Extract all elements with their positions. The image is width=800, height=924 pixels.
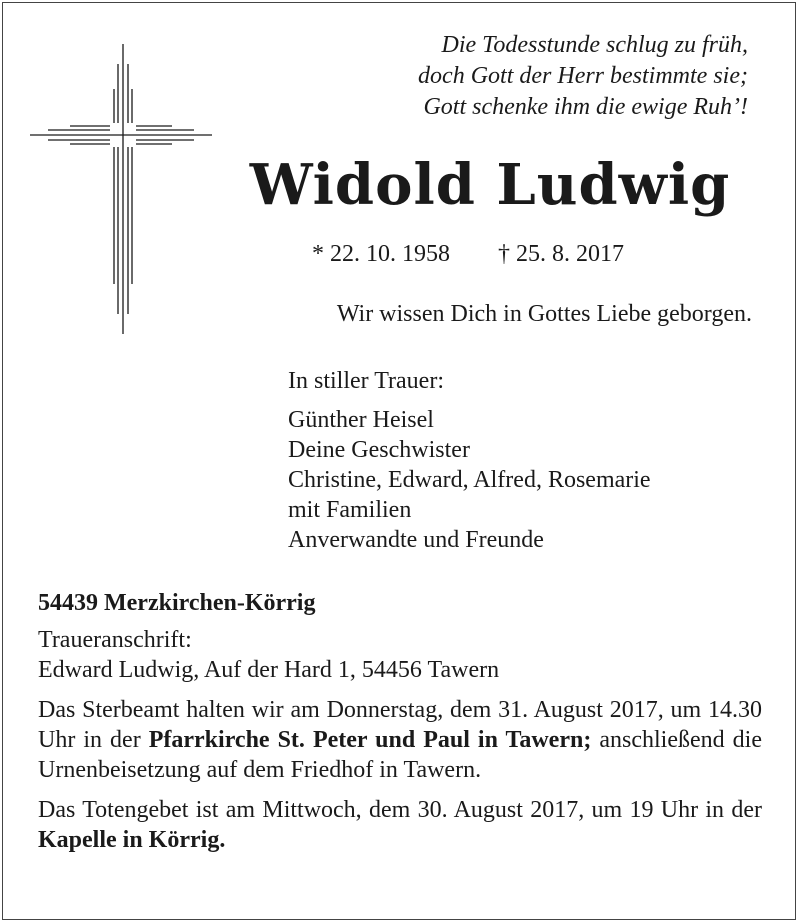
birth-date: * 22. 10. 1958 xyxy=(312,241,450,267)
mourning-address xyxy=(38,625,762,685)
mourners-intro: In stiller Trauer: xyxy=(288,368,444,394)
poem-line-2: doch Gott der Herr bestimmte sie; xyxy=(418,63,748,89)
poem-line-1: Die Todesstunde schlug zu früh, xyxy=(441,32,748,58)
prayer-text-part: Das Totengebet ist am Mittwoch, dem 30. August 2017, um 19 Uhr in der xyxy=(38,797,762,823)
prayer-text xyxy=(38,795,762,855)
mourner-name: Günther Heisel xyxy=(288,407,434,433)
mourner-name: Anverwandte und Freunde xyxy=(288,527,544,553)
funeral-service-text xyxy=(38,695,762,785)
mourner-name: mit Familien xyxy=(288,497,412,523)
death-date: † 25. 8. 2017 xyxy=(498,241,624,267)
poem-line-3: Gott schenke ihm die ewige Ruh’! xyxy=(423,94,748,120)
deceased-name: Widold Ludwig xyxy=(249,152,731,218)
life-dates xyxy=(312,238,732,270)
prayer-chapel: Kapelle in Körrig. xyxy=(38,827,226,853)
address-value: Edward Ludwig, Auf der Hard 1, 54456 Tawern xyxy=(38,657,500,683)
info-block xyxy=(38,588,762,865)
cross-icon xyxy=(30,44,212,334)
service-text-part: anschließend die Urnenbeisetzung auf dem Friedhof in Tawern. xyxy=(38,727,762,783)
location-heading: 54439 Merzkirchen-Körrig xyxy=(38,590,316,616)
mourners-block xyxy=(288,366,768,555)
mourner-name: Christine, Edward, Alfred, Rosemarie xyxy=(288,467,651,493)
service-church: Pfarrkirche St. Peter und Paul in Tawern; xyxy=(148,727,592,753)
mourner-name: Deine Geschwister xyxy=(288,437,470,463)
address-label: Traueranschrift: xyxy=(38,627,192,653)
service-text-part: Das Sterbeamt halten wir am Donnerstag, dem 31. August 2017, um 14.30 Uhr in der xyxy=(38,697,762,753)
poem xyxy=(308,30,748,123)
memorial-quote: Wir wissen Dich in Gottes Liebe geborgen. xyxy=(336,301,752,327)
